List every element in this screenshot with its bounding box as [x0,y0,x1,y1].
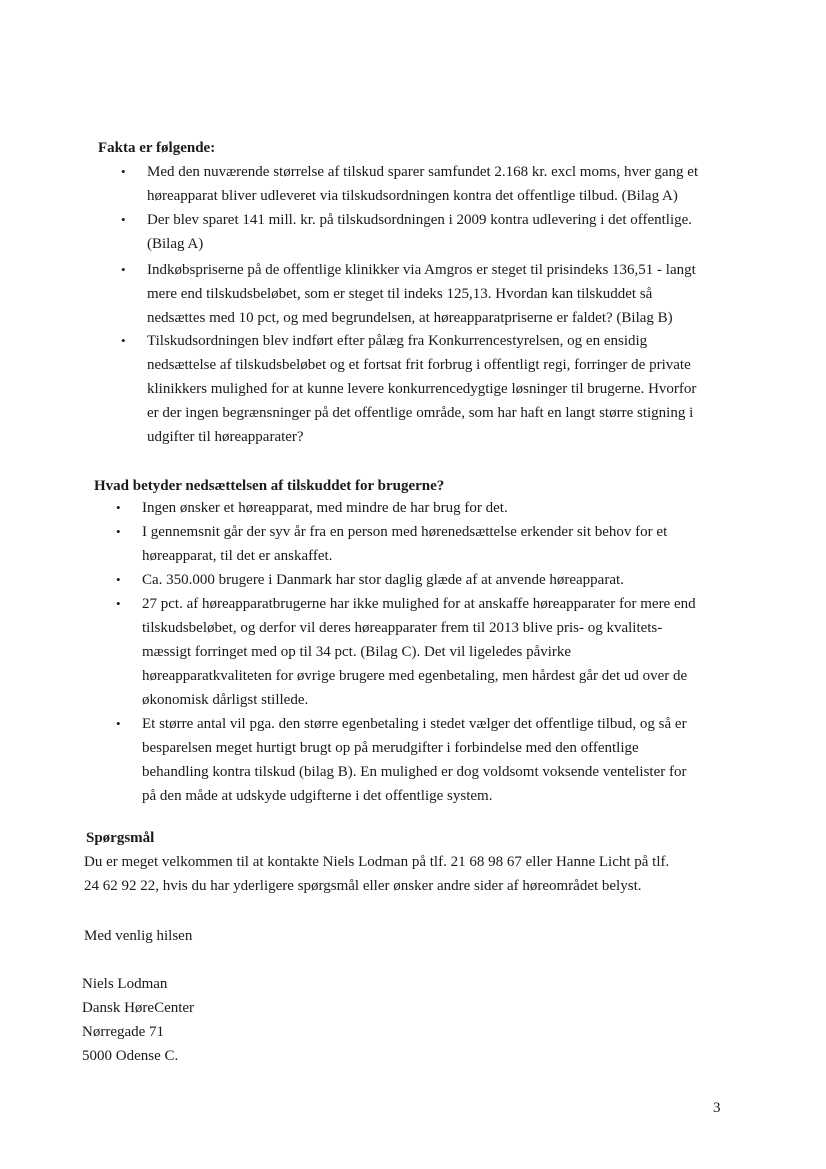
list-item-line: mæssigt forringet med op til 34 pct. (Bilag C). Det vil ligeledes påvirke [142,644,572,660]
list-item-line: økonomisk dårligst stillede. [142,692,309,708]
list-item-line: Ingen ønsker et høreapparat, med mindre de har brug for det. [142,500,508,516]
signature-name: Niels Lodman [82,976,168,992]
bullet-icon: • [121,333,126,348]
paragraph-line: 24 62 92 22, hvis du har yderligere spørgsmål eller ønsker andre sider af høreområdet belyst. [84,878,642,894]
signature-street: Nørregade 71 [82,1024,165,1040]
bullet-icon: • [116,716,121,731]
section-heading-questions: Spørgsmål [86,830,155,846]
list-item-line: I gennemsnit går der syv år fra en person med hørenedsættelse erkender sit behov for et [142,524,668,540]
list-item-line: udgifter til høreapparater? [147,429,304,445]
list-item-line: høreapparatkvaliteten for øvrige brugere med egenbetaling, men hårdest går det ud over de [142,668,688,684]
list-item-line: nedsættes med 10 pct, og med begrundelsen, at høreapparatpriserne er faldet? (Bilag B) [147,310,673,326]
bullet-icon: • [116,572,121,587]
bullet-icon: • [116,524,121,539]
signature-city: 5000 Odense C. [82,1048,179,1064]
bullet-icon: • [116,596,121,611]
list-item-line: Indkøbspriserne på de offentlige klinikker via Amgros er steget til prisindeks 136,51 - langt [147,262,696,278]
list-item-line: Tilskudsordningen blev indført efter pålæg fra Konkurrencestyrelsen, og en ensidig [147,333,648,349]
paragraph-line: Du er meget velkommen til at kontakte Niels Lodman på tlf. 21 68 98 67 eller Hanne Licht på tlf. [84,854,670,870]
list-item-line: Med den nuværende størrelse af tilskud sparer samfundet 2.168 kr. excl moms, hver gang et [147,164,699,180]
list-item-line: Ca. 350.000 brugere i Danmark har stor daglig glæde af at anvende høreapparat. [142,572,624,588]
section-heading-facts: Fakta er følgende: [98,140,216,156]
list-item-line: mere end tilskudsbeløbet, som er steget til indeks 125,13. Hvordan kan tilskuddet så [147,286,653,302]
section-heading-impact: Hvad betyder nedsættelsen af tilskuddet for brugerne? [94,478,445,494]
list-item-line: høreapparat, til det er anskaffet. [142,548,333,564]
contact-paragraph [84,850,669,898]
closing-greeting: Med venlig hilsen [84,928,193,944]
list-item-line: Der blev sparet 141 mill. kr. på tilskudsordningen i 2009 kontra udlevering i det offentlige. [147,212,693,228]
list-item-line: behandling kontra tilskud (bilag B). En mulighed er dog voldsomt voksende ventelister for [142,764,687,780]
list-item-line: klinikkers mulighed for at kunne levere konkurrencedygtige løsninger til brugerne. Hvorfor [147,381,697,397]
list-item-line: nedsættelse af tilskudsbeløbet og et fortsat frit forbrug i offentligt regi, forringer de private [147,357,691,373]
list-item-line: besparelsen meget hurtigt brugt op på merudgifter i forbindelse med den offentlige [142,740,639,756]
list-item-line: høreapparat bliver udleveret via tilskudsordningen kontra det offentlige tilbud. (Bilag A) [147,188,678,204]
bullet-icon: • [121,164,126,179]
signature-company: Dansk HøreCenter [82,1000,195,1016]
bullet-icon: • [121,212,126,227]
bullet-icon: • [116,500,121,515]
bullet-icon: • [121,262,126,277]
list-item-line: på den måde at udskyde udgifterne i det offentlige system. [142,788,493,804]
list-item-line: tilskudsbeløbet, og derfor vil deres høreapparater frem til 2013 blive pris- og kvalitets- [142,620,663,636]
list-item-line: (Bilag A) [147,236,204,252]
page-number: 3 [713,1100,721,1116]
list-item-line: Et større antal vil pga. den større egenbetaling i stedet vælger det offentlige tilbud, og så er [142,716,687,732]
list-item-line: er der ingen begrænsninger på det offentlige område, som har haft en langt større stigning i [147,405,694,421]
list-item-line: 27 pct. af høreapparatbrugerne har ikke mulighed for at anskaffe høreapparater for mere end [142,596,696,612]
